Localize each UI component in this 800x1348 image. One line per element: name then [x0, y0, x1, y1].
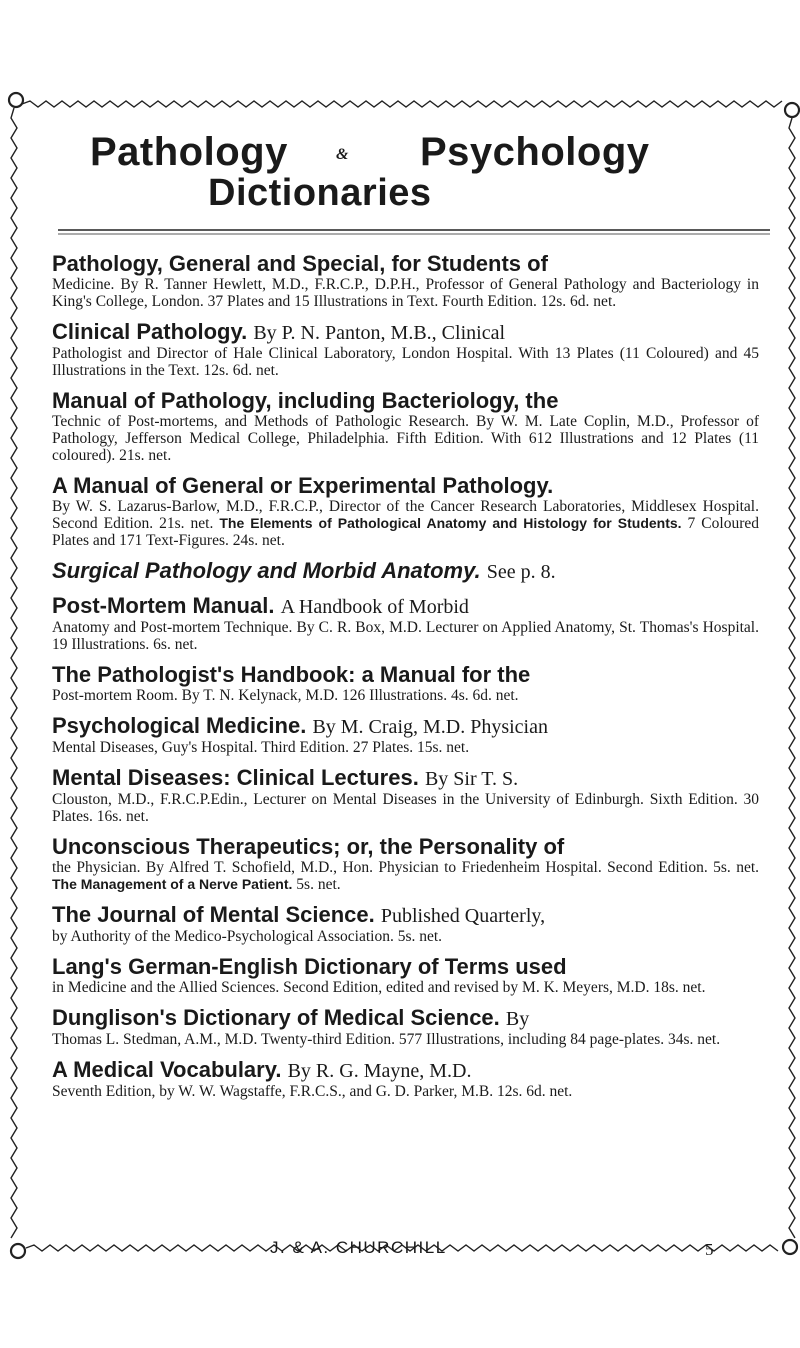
- corner-ring-top-left: [9, 93, 23, 107]
- entry-title-tail: Published Quarterly,: [380, 905, 546, 927]
- entry-title-tail: By M. Craig, M.D. Physician: [312, 716, 548, 738]
- entry-body: Technic of Post-mortems, and Methods of Pathologic Research. By W. M. Late Coplin, M.D., Professor of Pathology, Jefferson Medical College, Philadelphia. Fifth Edition. With 612 Illustrations and 12 Plates (11 coloured). 21s. net.: [52, 413, 759, 464]
- entry-title: Manual of Pathology, including Bacteriology, the: [52, 388, 559, 413]
- page-number: 5: [705, 1240, 714, 1259]
- entry-title: [52, 559, 759, 584]
- title-right: Psychology: [420, 130, 650, 174]
- catalogue-entry: [52, 663, 759, 704]
- entry-title: [52, 1006, 759, 1031]
- entry-body: Mental Diseases, Guy's Hospital. Third Edition. 27 Plates. 15s. net.: [52, 739, 470, 756]
- entry-title: [52, 766, 759, 791]
- page-subtitle: Dictionaries: [208, 172, 432, 214]
- entry-title: [52, 714, 759, 739]
- entry-title-bold: Clinical Pathology.: [52, 319, 248, 344]
- catalogue-entry: [52, 252, 759, 310]
- title-left: Pathology: [90, 130, 288, 174]
- entry-title: [52, 594, 759, 619]
- entry-title-bold: A Medical Vocabulary.: [52, 1057, 282, 1082]
- entry-subtitle: The Elements of Pathological Anatomy and Histology for Students.: [219, 515, 682, 531]
- entry-title-tail: See p. 8.: [486, 561, 556, 583]
- catalogue-entry: [52, 474, 759, 549]
- entry-title: [52, 903, 759, 928]
- entry-title: The Pathologist's Handbook: a Manual for the: [52, 662, 531, 687]
- ampersand: &: [336, 146, 349, 163]
- entry-body: Anatomy and Post-mortem Technique. By C. R. Box, M.D. Lecturer on Applied Anatomy, St. Thomas's Hospital. 19 Illustrations. 6s. net.: [52, 619, 759, 653]
- entry-body: Thomas L. Stedman, A.M., M.D. Twenty-third Edition. 577 Illustrations, including 84 page-plates. 34s. net.: [52, 1031, 721, 1048]
- entry-subtitle-tail: 5s. net.: [296, 876, 341, 893]
- catalogue-entry: [52, 714, 759, 756]
- catalogue-entry: [52, 389, 759, 464]
- entry-body: in Medicine and the Allied Sciences. Second Edition, edited and revised by M. K. Meyers, M.D. 18s. net.: [52, 979, 706, 996]
- entry-body-text: the Physician. By Alfred T. Schofield, M.D., Hon. Physician to Friedenheim Hospital. Second Edition. 5s. net.: [52, 859, 759, 876]
- entry-title-bold: Post-Mortem Manual.: [52, 593, 275, 618]
- catalogue-entry: [52, 835, 759, 893]
- entry-title-bold: Dunglison's Dictionary of Medical Science.: [52, 1005, 500, 1030]
- entry-title: [52, 1058, 759, 1083]
- entry-title-tail: By R. G. Mayne, M.D.: [287, 1060, 472, 1082]
- corner-ring-bottom-right: [783, 1240, 797, 1254]
- entry-body: [52, 498, 759, 549]
- entry-body: Pathologist and Director of Hale Clinical Laboratory, London Hospital. With 13 Plates (11 Coloured) and 45 Illustrations in the Text. 12s. 6d. net.: [52, 345, 759, 379]
- publisher-name: J. & A. CHURCHILL: [270, 1238, 447, 1257]
- corner-ring-top-right: [785, 103, 799, 117]
- entry-body: Seventh Edition, by W. W. Wagstaffe, F.R.C.S., and G. D. Parker, M.B. 12s. 6d. net.: [52, 1083, 573, 1100]
- entry-title: Pathology, General and Special, for Students of: [52, 251, 548, 276]
- entry-title-tail: A Handbook of Morbid: [280, 596, 469, 618]
- entry-subtitle-tail: 7 Coloured Plates and 171 Text-Figures. 24s. net.: [52, 515, 759, 549]
- entry-body: by Authority of the Medico-Psychological Association. 5s. net.: [52, 928, 443, 945]
- entry-title: Unconscious Therapeutics; or, the Personality of: [52, 834, 565, 859]
- entry-body-text: By W. S. Lazarus-Barlow, M.D., F.R.C.P., Director of the Cancer Research Laboratories, Middlesex Hospital. Second Edition. 21s. net.: [52, 498, 759, 532]
- entry-body: Post-mortem Room. By T. N. Kelynack, M.D. 126 Illustrations. 4s. 6d. net.: [52, 687, 519, 704]
- catalogue-entry: [52, 903, 759, 945]
- entry-title-bold: Mental Diseases: Clinical Lectures.: [52, 765, 419, 790]
- entry-title-bold: Psychological Medicine.: [52, 713, 307, 738]
- entry-title: A Manual of General or Experimental Pathology.: [52, 473, 554, 498]
- catalogue-entry: [52, 559, 759, 584]
- catalogue-list: [52, 252, 759, 1110]
- entry-title-bold: The Journal of Mental Science.: [52, 902, 375, 927]
- catalogue-entry: [52, 320, 759, 379]
- catalogue-entry: [52, 766, 759, 825]
- entry-body: Clouston, M.D., F.R.C.P.Edin., Lecturer on Mental Diseases in the University of Edinburgh. Sixth Edition. 30 Plates. 16s. net.: [52, 791, 759, 825]
- entry-subtitle: The Management of a Nerve Patient.: [52, 876, 293, 892]
- entry-title-tail: By P. N. Panton, M.B., Clinical: [253, 322, 506, 344]
- entry-body: Medicine. By R. Tanner Hewlett, M.D., F.R.C.P., D.P.H., Professor of General Pathology and Bacteriology in King's College, London. 37 Plates and 15 Illustrations in Text. Fourth Edition. 12s. 6d. net.: [52, 276, 759, 310]
- entry-title: [52, 320, 759, 345]
- catalogue-entry: [52, 594, 759, 653]
- catalogue-entry: [52, 955, 759, 996]
- entry-title: Lang's German-English Dictionary of Terms used: [52, 954, 567, 979]
- entry-body: [52, 859, 759, 893]
- entry-title-bold: Surgical Pathology and Morbid Anatomy.: [52, 558, 481, 583]
- catalogue-entry: [52, 1006, 759, 1048]
- entry-title-tail: By: [505, 1008, 530, 1030]
- entry-title-tail: By Sir T. S.: [424, 768, 519, 790]
- corner-ring-bottom-left: [11, 1244, 25, 1258]
- catalogue-entry: [52, 1058, 759, 1100]
